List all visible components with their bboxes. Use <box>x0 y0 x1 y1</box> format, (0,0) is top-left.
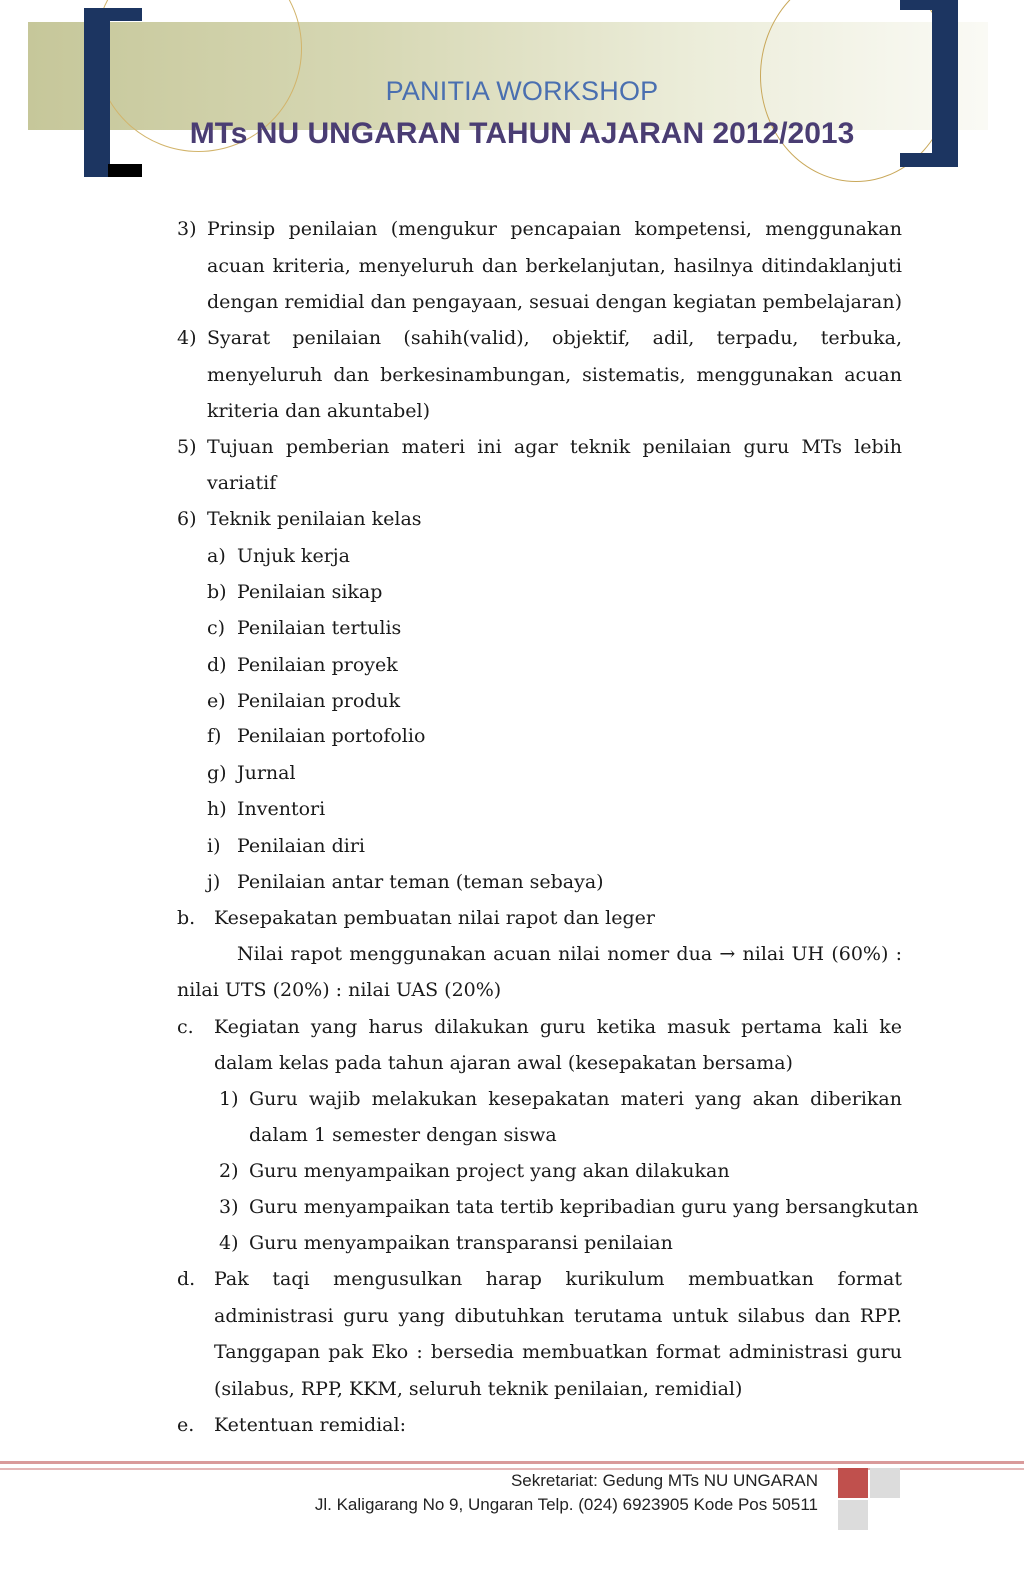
sublist-marker: d) <box>207 654 227 676</box>
section-heading: Kesepakatan pembuatan nilai rapot dan leger <box>214 907 655 929</box>
list-item: Penilaian portofolio <box>237 725 426 747</box>
list-item: Guru wajib melakukan kesepakatan materi yang akan diberikan <box>249 1088 902 1110</box>
section-heading: Ketentuan remidial: <box>214 1414 406 1436</box>
section-marker: b. <box>177 907 196 929</box>
paragraph-line: Tujuan pemberian materi ini agar teknik penilaian guru MTs lebih <box>207 436 902 458</box>
footer-divider <box>0 1461 1024 1464</box>
paragraph-line: Syarat penilaian (sahih(valid), objektif, adil, terpadu, terbuka, <box>207 327 902 349</box>
header-title-committee: PANITIA WORKSHOP <box>385 76 659 106</box>
header-title-school: MTs NU UNGARAN TAHUN AJARAN 2012/2013 <box>189 117 855 150</box>
paragraph-line: Tanggapan pak Eko : bersedia membuatkan format administrasi guru <box>214 1341 902 1363</box>
sublist-marker: 2) <box>219 1160 239 1182</box>
paragraph-line: dalam kelas pada tahun ajaran awal (kesepakatan bersama) <box>214 1052 793 1074</box>
sublist-marker: c) <box>207 617 226 639</box>
list-item: Penilaian antar teman (teman sebaya) <box>237 871 604 893</box>
sublist-marker: a) <box>207 545 226 567</box>
list-marker: 3) <box>177 218 197 240</box>
footer-square-gray <box>870 1468 900 1498</box>
list-item: Unjuk kerja <box>237 545 350 567</box>
paragraph-line: menyeluruh dan berkesinambungan, sistematis, menggunakan acuan <box>207 364 902 386</box>
list-item: dalam 1 semester dengan siswa <box>249 1124 557 1146</box>
paragraph-line: dengan remidial dan pengayaan, sesuai dengan kegiatan pembelajaran) <box>207 291 903 313</box>
right-bracket-top <box>900 0 958 10</box>
list-item: Penilaian sikap <box>237 581 383 603</box>
list-item: Guru menyampaikan tata tertib kepribadian guru yang bersangkutan <box>249 1196 919 1218</box>
list-item-label: Teknik penilaian kelas <box>207 508 422 530</box>
section-marker: c. <box>177 1016 194 1038</box>
list-item: Inventori <box>237 798 326 820</box>
sublist-marker: b) <box>207 581 227 603</box>
list-item: Jurnal <box>237 762 296 784</box>
list-item: Guru menyampaikan transparansi penilaian <box>249 1232 673 1254</box>
sublist-marker: e) <box>207 690 226 712</box>
sublist-marker: h) <box>207 798 227 820</box>
paragraph-line: Kegiatan yang harus dilakukan guru ketika masuk pertama kali ke <box>214 1016 902 1038</box>
sublist-marker: i) <box>207 835 221 857</box>
left-bracket-bottom <box>108 164 142 177</box>
paragraph-line: Prinsip penilaian (mengukur pencapaian kompetensi, menggunakan <box>207 218 902 240</box>
paragraph-line: nilai UTS (20%) : nilai UAS (20%) <box>177 979 502 1001</box>
paragraph-line: administrasi guru yang dibutuhkan terutama untuk silabus dan RPP. <box>214 1305 902 1327</box>
list-item: Penilaian produk <box>237 690 401 712</box>
list-item: Penilaian diri <box>237 835 365 857</box>
sublist-marker: 1) <box>219 1088 239 1110</box>
sublist-marker: j) <box>207 871 221 893</box>
footer-secretariat: Sekretariat: Gedung MTs NU UNGARAN <box>510 1471 818 1490</box>
sublist-marker: f) <box>207 725 222 747</box>
paragraph-line: Nilai rapot menggunakan acuan nilai nomer dua → nilai UH (60%) : <box>237 943 902 965</box>
sublist-marker: 3) <box>219 1196 239 1218</box>
paragraph-line: Pak taqi mengusulkan harap kurikulum membuatkan format <box>214 1268 902 1290</box>
list-item: Penilaian tertulis <box>237 617 402 639</box>
list-marker: 4) <box>177 327 197 349</box>
footer-address: Jl. Kaligarang No 9, Ungaran Telp. (024) 6923905 Kode Pos 50511 <box>314 1495 818 1514</box>
sublist-marker: 4) <box>219 1232 239 1254</box>
section-marker: d. <box>177 1268 196 1290</box>
list-marker: 6) <box>177 508 197 530</box>
paragraph-line: acuan kriteria, menyeluruh dan berkelanjutan, hasilnya ditindaklanjuti <box>207 255 902 277</box>
sublist-marker: g) <box>207 762 227 784</box>
list-item: Guru menyampaikan project yang akan dilakukan <box>249 1160 730 1182</box>
paragraph-line: variatif <box>207 472 277 494</box>
footer-square-red <box>838 1468 868 1498</box>
paragraph-line: kriteria dan akuntabel) <box>207 400 431 422</box>
left-bracket-top <box>84 8 142 21</box>
footer-square-gray <box>838 1500 868 1530</box>
section-marker: e. <box>177 1414 195 1436</box>
list-item: Penilaian proyek <box>237 654 398 676</box>
list-marker: 5) <box>177 436 197 458</box>
right-bracket-bottom <box>900 153 958 167</box>
paragraph-line: (silabus, RPP, KKM, seluruh teknik penilaian, remidial) <box>214 1378 743 1400</box>
